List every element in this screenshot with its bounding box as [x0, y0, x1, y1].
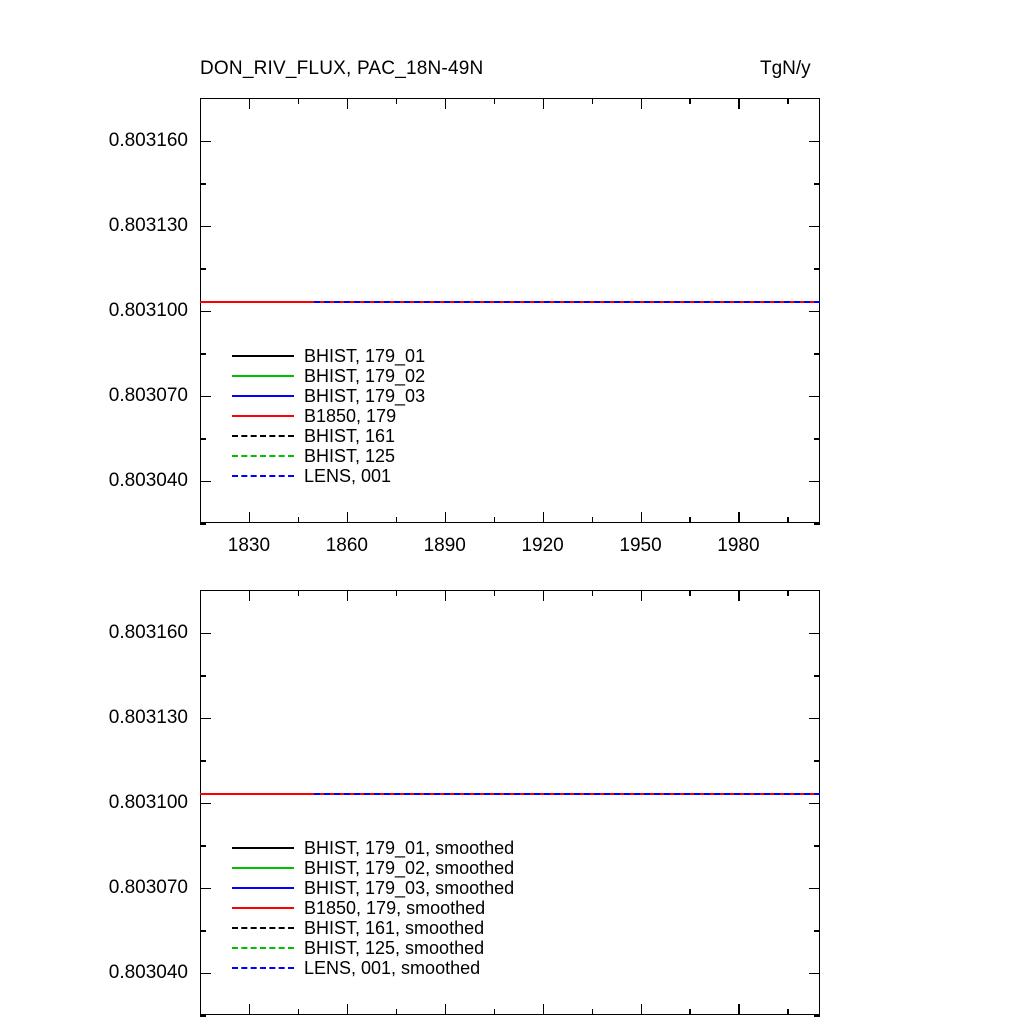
x-tick-top-0-1980	[738, 98, 740, 109]
x-tick-label-0-4: 1950	[619, 535, 662, 556]
x-tick-1-1860	[347, 1004, 349, 1015]
x-tick-label-0-5: 1980	[717, 535, 760, 556]
x-tick-label-0-3: 1920	[521, 535, 564, 556]
y-minor-tick	[200, 760, 206, 762]
legend-label: BHIST, 161, smoothed	[304, 918, 485, 938]
y-minor-tick	[814, 438, 820, 440]
y-tick-label-0-3: 0.803070	[108, 384, 188, 406]
legend-swatch-solid-icon	[232, 415, 294, 417]
y-tick-label-0-0: 0.803160	[108, 129, 188, 151]
x-tick-label-0-2: 1890	[423, 535, 466, 556]
legend-swatch-dashed-icon	[232, 947, 294, 949]
y-minor-tick	[814, 675, 820, 677]
y-tick-right-0-1	[809, 226, 820, 228]
y-minor-tick	[200, 845, 206, 847]
x-tick-top-1-1950	[641, 590, 643, 601]
y-tick-label-0-2: 0.803100	[108, 299, 188, 321]
x-tick-top-0-1830	[249, 98, 251, 109]
y-tick-0-0	[200, 141, 211, 143]
x-minor-tick	[689, 1009, 691, 1015]
legend-label: BHIST, 125	[304, 446, 396, 466]
y-tick-right-0-4	[809, 481, 820, 483]
y-tick-1-4	[200, 973, 211, 975]
legend-swatch-dashed-icon	[232, 967, 294, 969]
x-minor-tick	[592, 98, 594, 104]
y-tick-right-0-3	[809, 396, 820, 398]
y-tick-0-3	[200, 396, 211, 398]
y-minor-tick	[200, 438, 206, 440]
x-tick-0-1950	[641, 512, 643, 523]
legend-item	[232, 406, 425, 426]
x-minor-tick	[396, 517, 398, 523]
legend-label: BHIST, 179_02, smoothed	[304, 858, 515, 878]
legend-label: BHIST, 125, smoothed	[304, 938, 485, 958]
legend-bottom	[232, 838, 514, 978]
y-minor-tick	[200, 1015, 206, 1017]
legend-item	[232, 858, 514, 878]
legend-item	[232, 878, 514, 898]
legend-label: LENS, 001, smoothed	[304, 958, 481, 978]
y-tick-1-3	[200, 888, 211, 890]
y-tick-right-1-3	[809, 888, 820, 890]
y-tick-right-0-0	[809, 141, 820, 143]
legend-swatch-solid-icon	[232, 395, 294, 397]
legend-label: B1850, 179	[304, 406, 397, 426]
y-tick-right-1-0	[809, 633, 820, 635]
x-tick-label-0-0: 1830	[227, 535, 271, 556]
legend-swatch-dashed-icon	[232, 475, 294, 477]
x-tick-top-0-1860	[347, 98, 349, 109]
x-tick-top-0-1950	[641, 98, 643, 109]
x-minor-tick	[592, 590, 594, 596]
x-minor-tick	[787, 1009, 789, 1015]
y-minor-tick	[814, 1015, 820, 1017]
x-tick-label-0-1: 1860	[325, 535, 368, 556]
legend-item	[232, 898, 514, 918]
x-tick-top-1-1920	[543, 590, 545, 601]
y-tick-1-2	[200, 803, 211, 805]
x-minor-tick	[592, 1009, 594, 1015]
legend-swatch-solid-icon	[232, 867, 294, 869]
y-minor-tick	[814, 353, 820, 355]
y-minor-tick	[200, 183, 206, 185]
x-minor-tick	[298, 98, 300, 104]
legend-item	[232, 938, 514, 958]
legend-swatch-dashed-icon	[232, 455, 294, 457]
legend-swatch-solid-icon	[232, 355, 294, 357]
y-tick-label-1-2: 0.803100	[108, 791, 188, 813]
x-minor-tick	[494, 517, 496, 523]
x-minor-tick	[592, 517, 594, 523]
x-tick-top-0-1890	[445, 98, 447, 109]
x-minor-tick	[298, 1009, 300, 1015]
x-tick-1-1890	[445, 1004, 447, 1015]
y-minor-tick	[200, 353, 206, 355]
y-tick-0-4	[200, 481, 211, 483]
y-tick-right-1-1	[809, 718, 820, 720]
x-tick-0-1860	[347, 512, 349, 523]
chart-panel-bottom	[108, 590, 820, 1015]
x-minor-tick	[298, 517, 300, 523]
legend-item	[232, 346, 425, 366]
legend-item	[232, 958, 514, 978]
x-minor-tick	[494, 590, 496, 596]
x-minor-tick	[689, 590, 691, 596]
chart-units-label: TgN/y	[760, 58, 811, 79]
legend-item	[232, 918, 514, 938]
y-minor-tick	[200, 930, 206, 932]
y-minor-tick	[200, 675, 206, 677]
legend-swatch-solid-icon	[232, 375, 294, 377]
legend-item	[232, 366, 425, 386]
legend-item	[232, 426, 425, 446]
x-minor-tick	[494, 1009, 496, 1015]
y-minor-tick	[200, 268, 206, 270]
legend-item	[232, 446, 425, 466]
legend-swatch-dashed-icon	[232, 927, 294, 929]
x-tick-0-1830	[249, 512, 251, 523]
y-minor-tick	[814, 930, 820, 932]
legend-label: B1850, 179, smoothed	[304, 898, 486, 918]
x-tick-top-0-1920	[543, 98, 545, 109]
y-tick-right-1-2	[809, 803, 820, 805]
x-tick-1-1980	[738, 1004, 740, 1015]
legend-item	[232, 386, 425, 406]
legend-label: BHIST, 179_01, smoothed	[304, 838, 515, 858]
x-tick-1-1920	[543, 1004, 545, 1015]
legend-label: LENS, 001	[304, 466, 392, 486]
x-tick-top-1-1980	[738, 590, 740, 601]
chart-panel-top	[108, 98, 820, 556]
y-tick-label-1-4: 0.803040	[108, 961, 188, 983]
legend-swatch-solid-icon	[232, 847, 294, 849]
y-tick-right-1-4	[809, 973, 820, 975]
x-tick-top-1-1830	[249, 590, 251, 601]
x-tick-1-1950	[641, 1004, 643, 1015]
legend-swatch-solid-icon	[232, 907, 294, 909]
y-tick-label-0-4: 0.803040	[108, 469, 188, 491]
x-minor-tick	[494, 98, 496, 104]
x-tick-top-1-1860	[347, 590, 349, 601]
legend-label: BHIST, 179_02	[304, 366, 426, 386]
x-minor-tick	[298, 590, 300, 596]
y-tick-1-0	[200, 633, 211, 635]
x-minor-tick	[787, 590, 789, 596]
x-minor-tick	[689, 98, 691, 104]
y-tick-label-1-3: 0.803070	[108, 876, 188, 898]
y-minor-tick	[814, 760, 820, 762]
y-minor-tick	[814, 183, 820, 185]
y-tick-0-1	[200, 226, 211, 228]
x-minor-tick	[396, 1009, 398, 1015]
legend-swatch-dashed-icon	[232, 435, 294, 437]
y-tick-label-1-0: 0.803160	[108, 621, 188, 643]
legend-swatch-solid-icon	[232, 887, 294, 889]
x-minor-tick	[787, 517, 789, 523]
legend-label: BHIST, 179_03	[304, 386, 426, 406]
legend-label: BHIST, 161	[304, 426, 396, 446]
x-tick-1-1830	[249, 1004, 251, 1015]
y-minor-tick	[200, 523, 206, 525]
x-tick-top-1-1890	[445, 590, 447, 601]
y-minor-tick	[814, 268, 820, 270]
legend-item	[232, 466, 425, 486]
legend-item	[232, 838, 514, 858]
x-minor-tick	[689, 517, 691, 523]
y-tick-label-0-1: 0.803130	[108, 214, 188, 236]
y-minor-tick	[814, 845, 820, 847]
legend-top	[232, 346, 425, 486]
x-minor-tick	[787, 98, 789, 104]
y-tick-1-1	[200, 718, 211, 720]
x-minor-tick	[396, 98, 398, 104]
y-tick-label-1-1: 0.803130	[108, 706, 188, 728]
legend-label: BHIST, 179_01	[304, 346, 426, 366]
series-line-6	[314, 793, 820, 795]
x-tick-0-1980	[738, 512, 740, 523]
x-minor-tick	[396, 590, 398, 596]
y-minor-tick	[814, 523, 820, 525]
series-line-6	[314, 301, 820, 303]
y-tick-0-2	[200, 311, 211, 313]
y-tick-right-0-2	[809, 311, 820, 313]
legend-label: BHIST, 179_03, smoothed	[304, 878, 515, 898]
chart-title: DON_RIV_FLUX, PAC_18N-49N	[200, 58, 484, 79]
x-tick-0-1890	[445, 512, 447, 523]
x-tick-0-1920	[543, 512, 545, 523]
